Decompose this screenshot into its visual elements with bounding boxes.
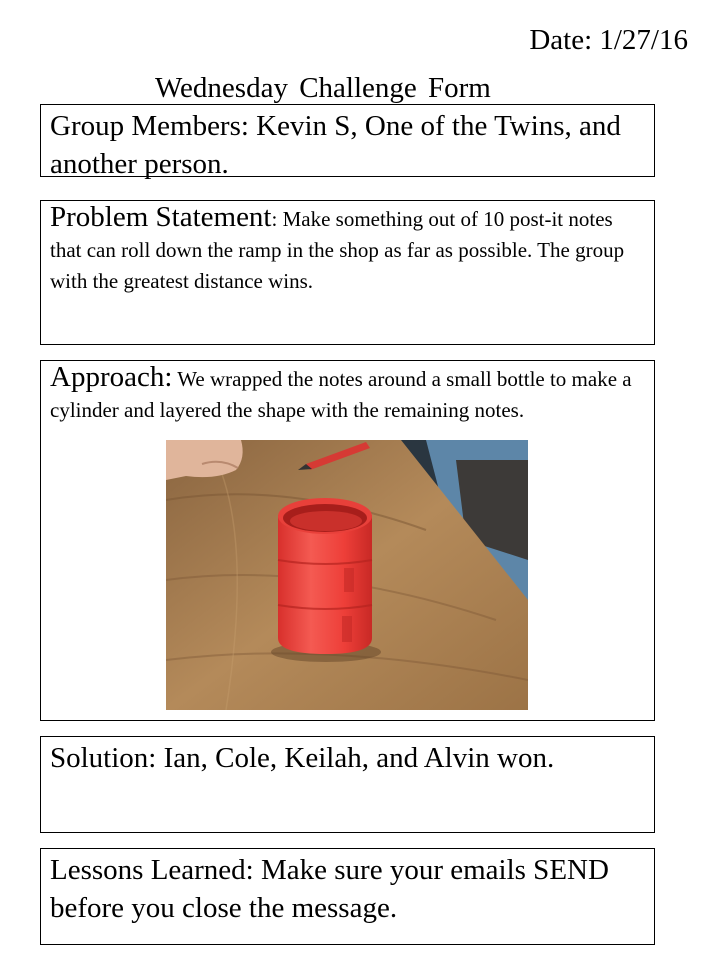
group-members-box bbox=[40, 104, 655, 180]
group-members-text: Group Members: Kevin S, One of the Twins, and another person. bbox=[50, 110, 621, 180]
problem-statement-box bbox=[40, 200, 655, 345]
lessons-learned-text: Lessons Learned: Make sure your emails SEND before you close the message. bbox=[50, 854, 609, 924]
lessons-learned-box bbox=[40, 848, 655, 945]
problem-statement-text: : Make something out of 10 post-it notes that can roll down the ramp in the shop as far as possible. The group with the greatest distance wins. bbox=[50, 207, 625, 293]
problem-statement-label: Problem Statement bbox=[50, 201, 272, 233]
form-title: Wednesday Challenge Form bbox=[155, 72, 491, 104]
cylinder-photo bbox=[166, 440, 528, 710]
solution-text: Solution: Ian, Cole, Keilah, and Alvin won. bbox=[50, 742, 555, 774]
date-label: Date: 1/27/16 bbox=[529, 24, 688, 56]
solution-box bbox=[40, 736, 655, 833]
approach-content bbox=[50, 363, 646, 427]
approach-box bbox=[40, 360, 655, 721]
approach-text: We wrapped the notes around a small bottle to make a cylinder and layered the shape with the remaining notes. bbox=[50, 367, 632, 422]
problem-statement-content bbox=[50, 203, 646, 298]
approach-label: Approach: bbox=[50, 361, 173, 393]
